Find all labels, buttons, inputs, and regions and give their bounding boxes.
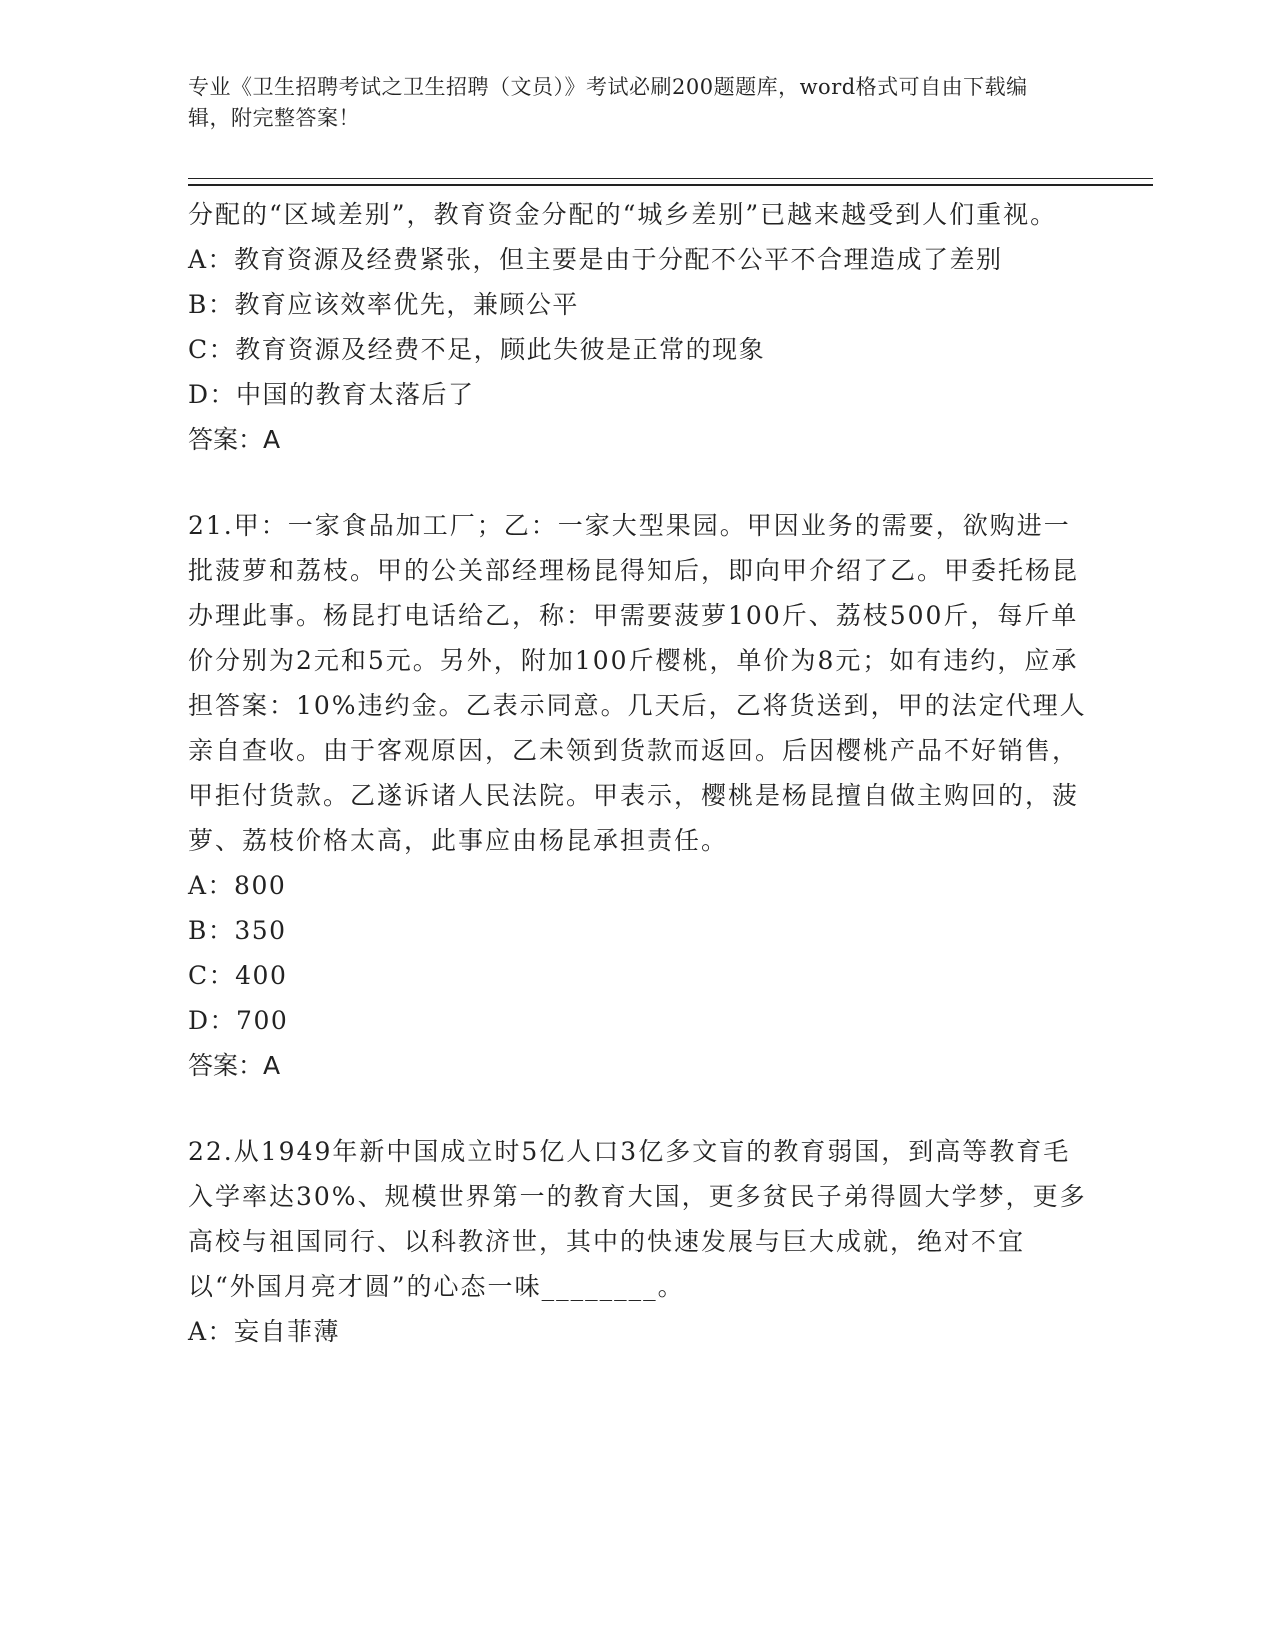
option-b: B：350 xyxy=(188,916,287,945)
question-22 xyxy=(188,1129,1088,1354)
option-b: B：教育应该效率优先，兼顾公平 xyxy=(188,290,579,319)
header-divider-thin xyxy=(188,178,1153,179)
answer-line: 答案：A xyxy=(188,1051,281,1080)
question-text: 22.从1949年新中国成立时5亿人口3亿多文盲的教育弱国，到高等教育毛入学率达30%、规模世界第一的教育大国，更多贫民子弟得圆大学梦，更多高校与祖国同行、以科教济世，其中的快速发展与巨大成就，绝对不宜以“外国月亮才圆”的心态一味________。 xyxy=(188,1137,1087,1301)
option-d: D：中国的教育太落后了 xyxy=(188,380,475,409)
question-text: 21.甲：一家食品加工厂；乙：一家大型果园。甲因业务的需要，欲购进一批菠萝和荔枝。甲的公关部经理杨昆得知后，即向甲介绍了乙。甲委托杨昆办理此事。杨昆打电话给乙，称：甲需要菠萝100斤、荔枝500斤，每斤单价分别为2元和5元。另外，附加100斤樱桃，单价为8元；如有违约，应承担答案：10%违约金。乙表示同意。几天后，乙将货送到，甲的法定代理人亲自查收。由于客观原因，乙未领到货款而返回。后因樱桃产品不好销售，甲拒付货款。乙遂诉诸人民法院。甲表示，樱桃是杨昆擅自做主购回的，菠萝、荔枝价格太高，此事应由杨昆承担责任。 xyxy=(188,511,1087,855)
option-a: A：800 xyxy=(188,871,287,900)
option-c: C：教育资源及经费不足，顾此失彼是正常的现象 xyxy=(188,335,766,364)
option-c: C：400 xyxy=(188,961,288,990)
question-text: 分配的“区域差别”，教育资金分配的“城乡差别”已越来越受到人们重视。 xyxy=(188,200,1058,229)
question-spacer xyxy=(188,1088,1088,1129)
question-21 xyxy=(188,503,1088,1088)
header-divider-thick xyxy=(188,184,1153,186)
page-header-title: 专业《卫生招聘考试之卫生招聘（文员）》考试必刷200题题库，word格式可自由下载编辑，附完整答案！ xyxy=(188,75,1028,130)
question-20-continuation xyxy=(188,192,1088,462)
option-a: A：教育资源及经费紧张，但主要是由于分配不公平不合理造成了差别 xyxy=(188,245,1003,274)
question-spacer xyxy=(188,462,1088,503)
answer-line: 答案：A xyxy=(188,425,281,454)
document-body xyxy=(188,192,1088,1354)
option-d: D：700 xyxy=(188,1006,289,1035)
option-a: A：妄自菲薄 xyxy=(188,1317,341,1346)
